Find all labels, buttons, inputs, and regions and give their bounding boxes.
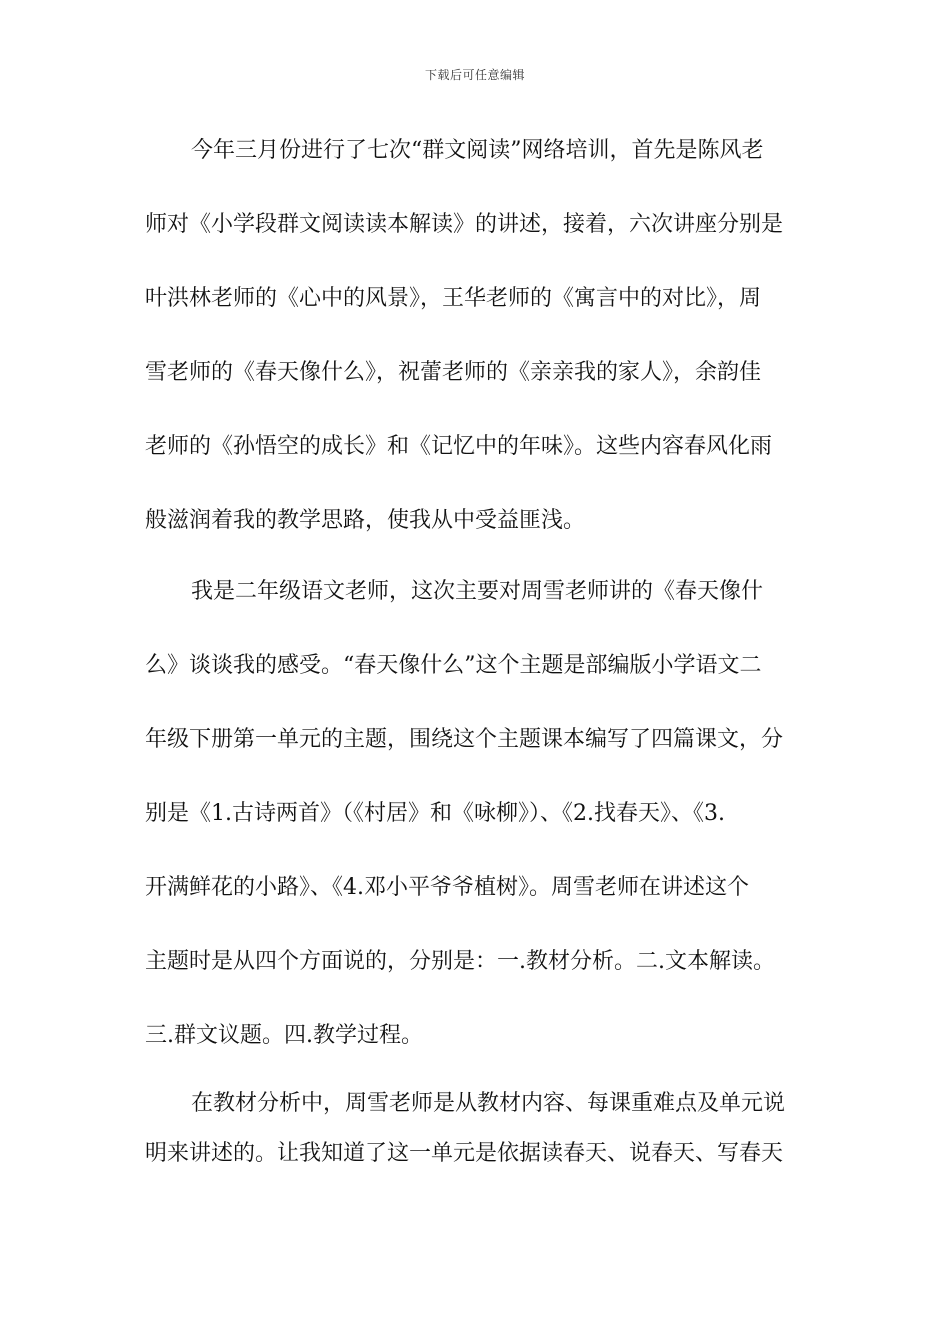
body-line: 今年三月份进行了七次“群文阅读”网络培训，首先是陈风老 xyxy=(191,138,764,163)
body-line: 在教材分析中，周雪老师是从教材内容、每课重难点及单元说 xyxy=(191,1091,786,1116)
body-line: 主题时是从四个方面说的，分别是：一.教材分析。二.文本解读。 xyxy=(145,949,775,974)
body-line: 我是二年级语文老师，这次主要对周雪老师讲的《春天像什 xyxy=(191,579,764,604)
body-line: 雪老师的《春天像什么》，祝蕾老师的《亲亲我的家人》，余韵佳 xyxy=(145,360,762,385)
body-line: 三.群文议题。四.教学过程。 xyxy=(145,1023,423,1048)
body-line: 明来讲述的。让我知道了这一单元是依据读春天、说春天、写春天 xyxy=(145,1141,784,1166)
body-line: 师对《小学段群文阅读读本解读》的讲述，接着，六次讲座分别是 xyxy=(145,212,784,237)
body-line: 开满鲜花的小路》、《4.邓小平爷爷植树》。周雪老师在讲述这个 xyxy=(145,875,749,900)
body-line: 年级下册第一单元的主题，围绕这个主题课本编写了四篇课文，分 xyxy=(145,727,784,752)
body-line: 般滋润着我的教学思路，使我从中受益匪浅。 xyxy=(145,508,586,533)
body-line: 别是《1.古诗两首》（《村居》和《咏柳》）、《2.找春天》、《3. xyxy=(145,801,725,826)
body-line: 么》谈谈我的感受。“春天像什么”这个主题是部编版小学语文二 xyxy=(145,653,762,678)
body-line: 叶洪林老师的《心中的风景》，王华老师的《寓言中的对比》，周 xyxy=(145,286,762,311)
page-header: 下载后可任意编辑 xyxy=(424,68,525,82)
body-line: 老师的《孙悟空的成长》和《记忆中的年味》。这些内容春风化雨 xyxy=(145,434,773,459)
